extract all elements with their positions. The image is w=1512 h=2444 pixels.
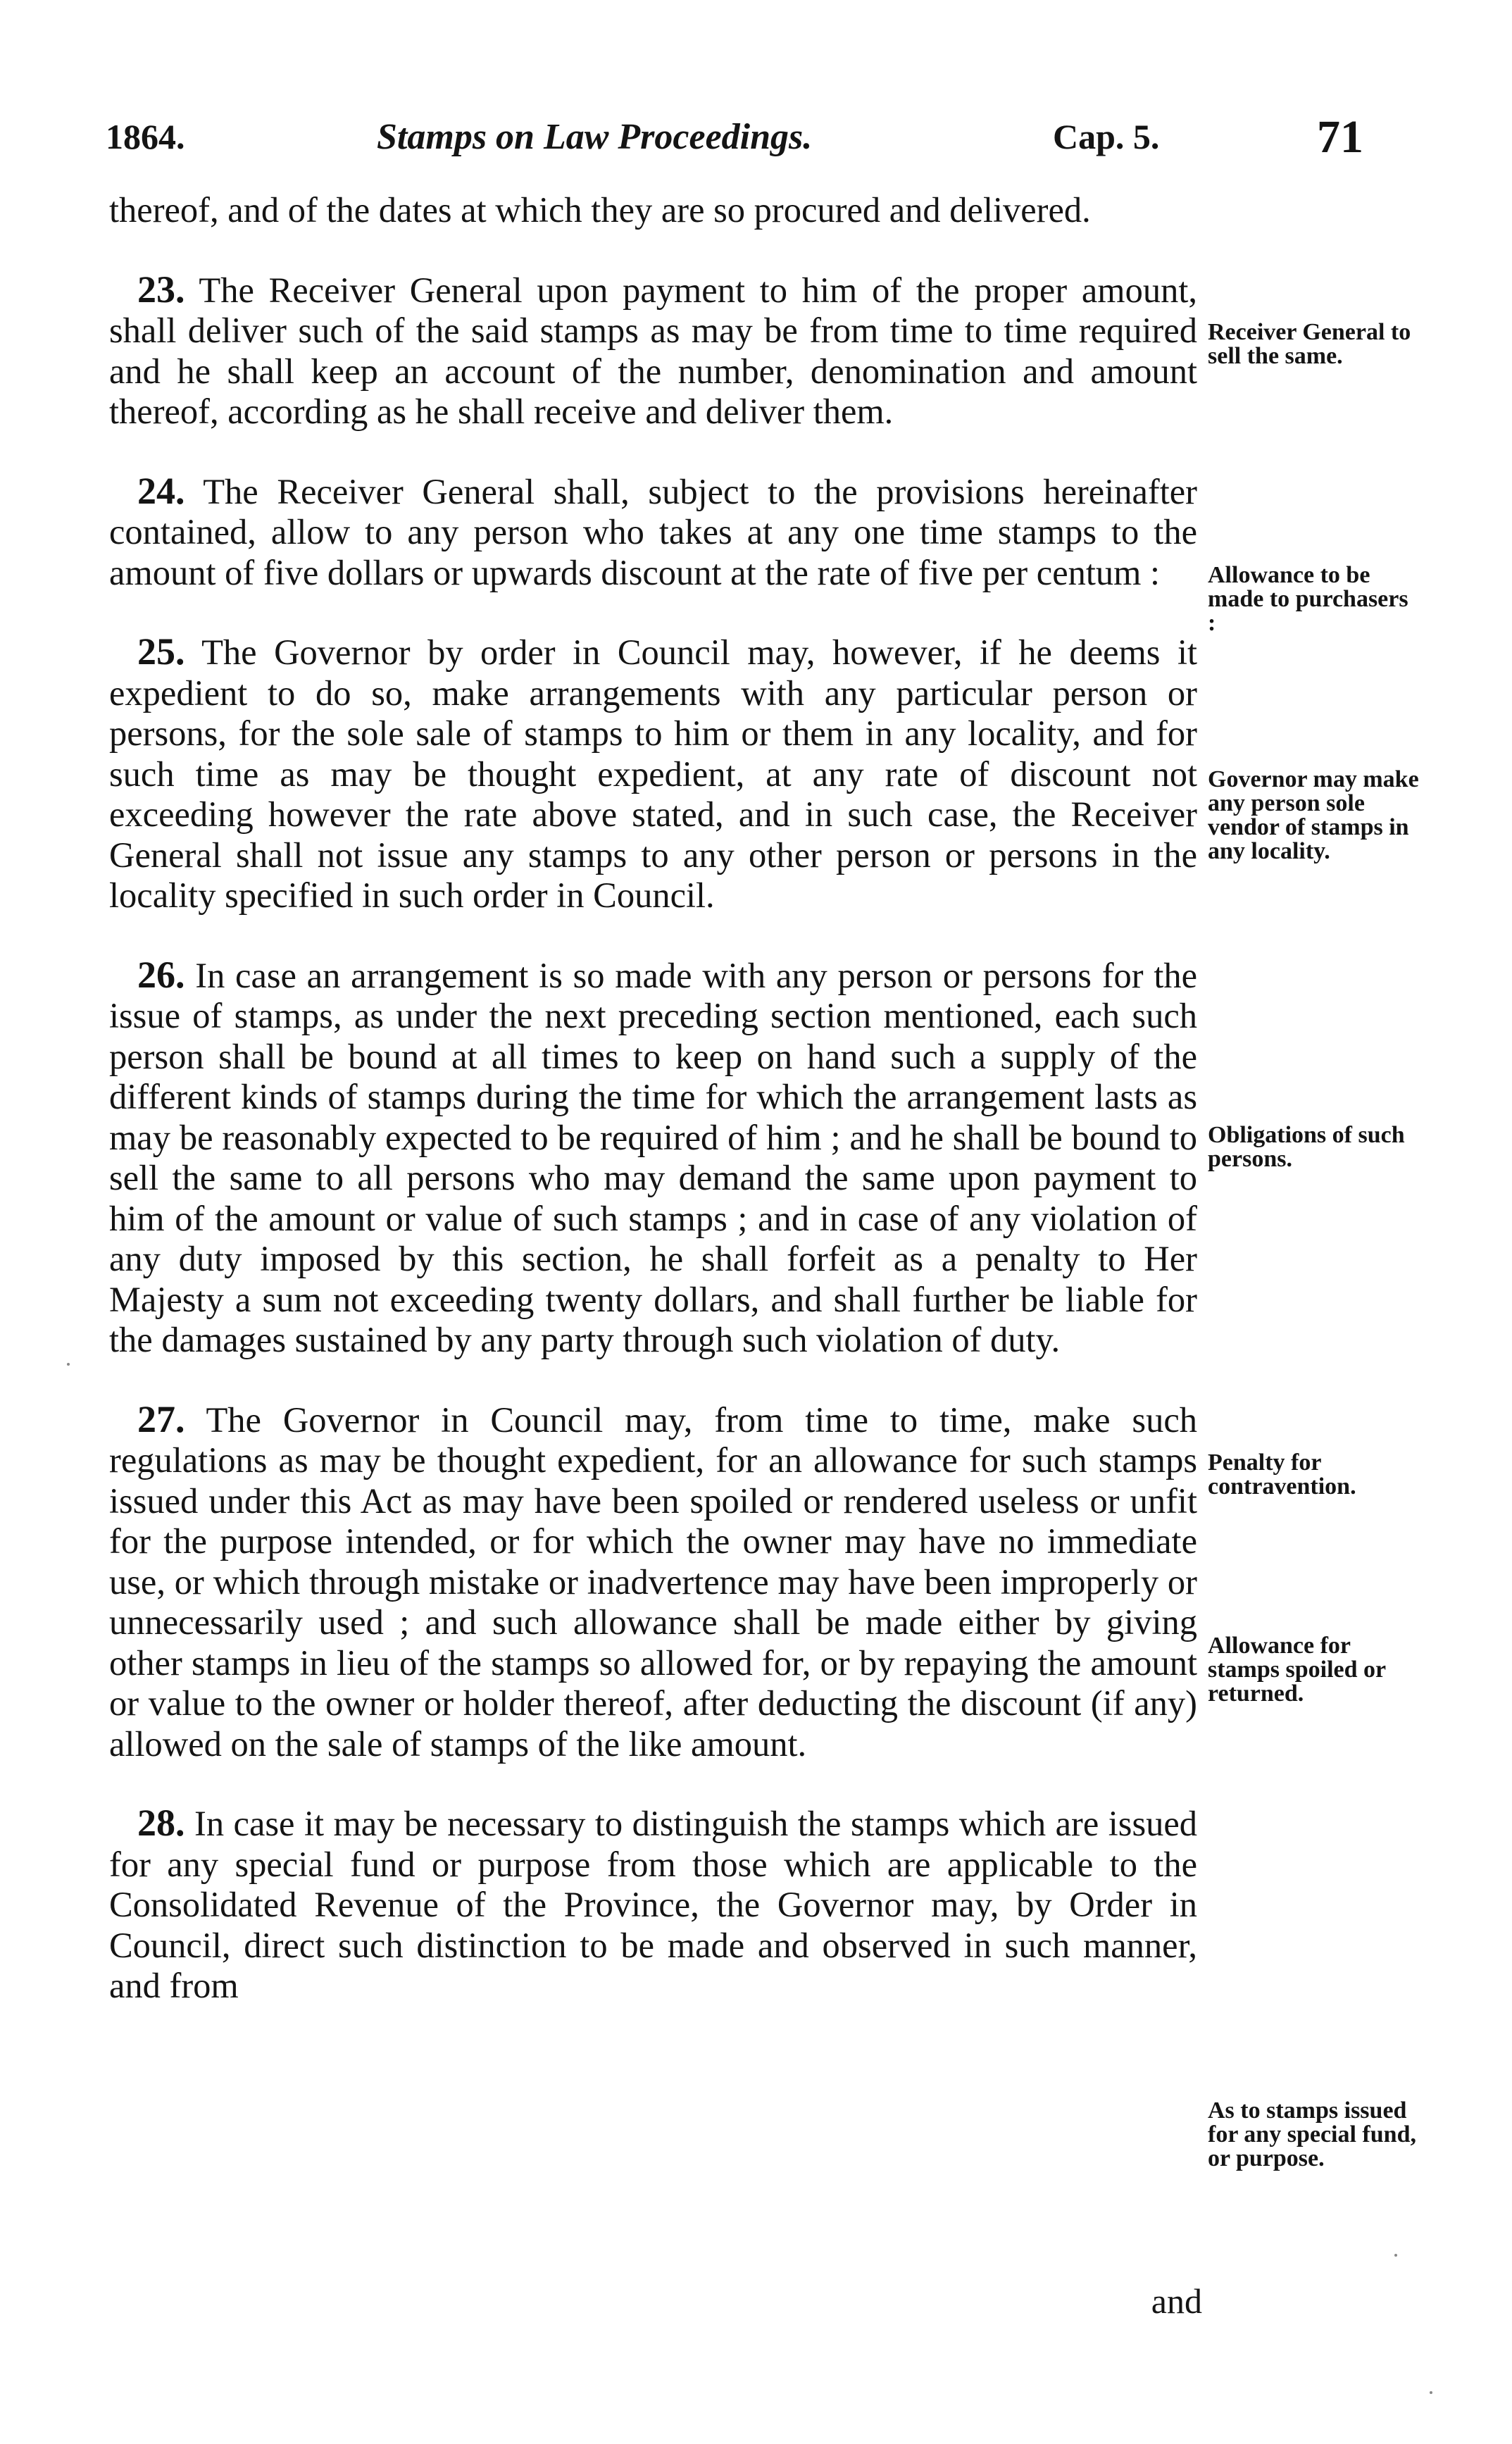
section-25 bbox=[109, 632, 1197, 916]
section-text: In case an arrangement is so made with any person or persons for the issue of stamps, as under the next preceding section mentioned, each such person shall be bound at all times to keep on hand such a supply of the different kinds of stamps during the time for which the arrangement lasts as may be reasonably expected to be required of him ; and he shall be bound to sell the same to all persons who may demand the same upon payment to him of the amount or value of such stamps ; and in case of any violation of any duty imposed by this section, he shall forfeit as a penalty to Her Majesty a sum not exceeding twenty dollars, and shall further be liable for the damages sustained by any party through such violation of duty. bbox=[109, 955, 1198, 1359]
catchword: and bbox=[1151, 2281, 1202, 2321]
continuation-paragraph: thereof, and of the dates at which they are so procured and delivered. bbox=[109, 190, 1091, 230]
margin-note-25: Governor may make any person sole vendor of stamps in any locality. bbox=[1208, 766, 1419, 864]
section-text: The Governor by order in Council may, however, if he deems it expedient to do so, make arrangements with any particular person or persons, for the sole sale of stamps to him or them in any locality, and for such time as may be thought expedient, at any rate of discount not exceeding however the rate above stated, and in such case, the Receiver General shall not issue any stamps to any other person or persons in the locality specified in such order in Council. bbox=[109, 632, 1198, 915]
print-speck bbox=[1394, 2254, 1397, 2257]
body-text bbox=[109, 190, 1197, 2007]
print-speck bbox=[1430, 2391, 1432, 2394]
section-number: 27. bbox=[137, 1397, 185, 1440]
section-number: 23. bbox=[137, 268, 185, 311]
margin-note-26-penalty: Penalty for contravention. bbox=[1208, 1449, 1356, 1500]
section-23 bbox=[109, 270, 1197, 432]
section-text: The Governor in Council may, from time to time, make such regulations as may be thought expedient, for an allowance for such stamps issued under this Act as may have been spoiled or rendered useless or unfit for the purpose intended, or for which the owner may have no immediate use, or which through mistake or inadvertence may have been improperly or unnecessarily used ; and such allowance shall be made either by giving other stamps in lieu of the stamps so allowed for, or by repaying the amount or value to the owner or holder thereof, after deducting the discount (if any) allowed on the sale of stamps of the like amount. bbox=[109, 1399, 1197, 1764]
section-27 bbox=[109, 1399, 1197, 1765]
section-text: In case it may be necessary to distinguish the stamps which are issued for any special fund or purpose from those which are applicable to the Consolidated Revenue of the Province, the Governor may, by Order in Council, direct such distinction to be made and observed in such manner, and from bbox=[109, 1804, 1198, 2005]
header-title: Stamps on Law Proceedings. bbox=[377, 117, 813, 157]
margin-note-26: Obligations of such persons. bbox=[1208, 1122, 1405, 1172]
section-number: 25. bbox=[137, 630, 185, 673]
running-header bbox=[106, 111, 1394, 173]
margin-note-27: Allowance for stamps spoiled or returned. bbox=[1208, 1633, 1386, 1707]
margin-note-23: Receiver General to sell the same. bbox=[1208, 319, 1411, 369]
header-chapter: Cap. 5. bbox=[1053, 117, 1160, 156]
print-speck bbox=[67, 1363, 70, 1366]
section-text: The Receiver General shall, subject to the provisions hereinafter contained, allow to any person who takes at any one time stamps to the amount of five dollars or upwards discount at the rate of five per centum : bbox=[109, 471, 1197, 592]
header-year: 1864. bbox=[106, 117, 185, 156]
section-text: The Receiver General upon payment to him of the proper amount, shall deliver such of the said stamps as may be from time to time required and he shall keep an account of the number, denomination and amount thereof, according as he shall receive and deliver them. bbox=[109, 270, 1197, 431]
section-24 bbox=[109, 471, 1197, 594]
section-number: 24. bbox=[137, 469, 185, 512]
section-26 bbox=[109, 955, 1197, 1361]
section-number: 28. bbox=[137, 1802, 185, 1844]
page-number: 71 bbox=[1317, 111, 1363, 163]
section-28 bbox=[109, 1803, 1197, 2007]
margin-note-24: Allowance to be made to purchasers : bbox=[1208, 562, 1408, 636]
section-number: 26. bbox=[137, 953, 185, 996]
margin-note-28: As to stamps issued for any special fund, or purpose. bbox=[1208, 2097, 1416, 2171]
